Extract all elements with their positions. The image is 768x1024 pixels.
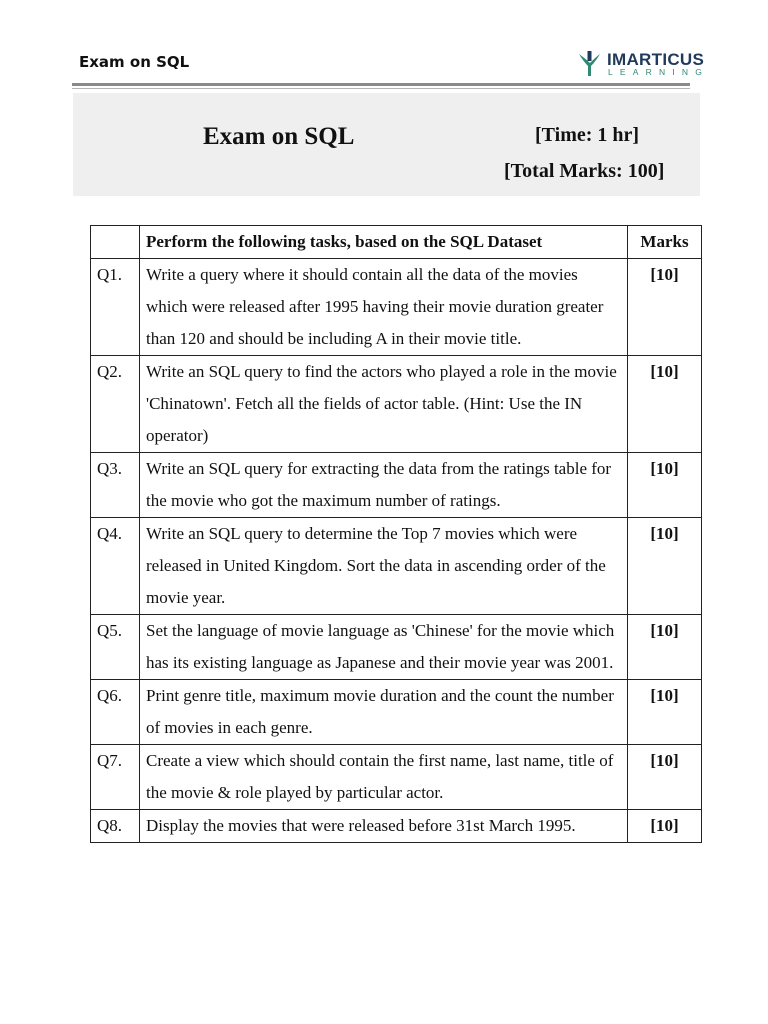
title-block	[73, 93, 700, 196]
question-marks: [10]	[628, 745, 702, 810]
total-marks: [Total Marks: 100]	[504, 160, 665, 182]
table-row	[91, 680, 702, 745]
header-cell-marks: Marks	[628, 226, 702, 259]
question-number: Q5.	[91, 615, 140, 680]
table-row	[91, 745, 702, 810]
question-text: Set the language of movie language as 'Chinese' for the movie which has its existing language as Japanese and their movie year was 2001.	[140, 615, 628, 680]
question-text: Create a view which should contain the first name, last name, title of the movie & role played by particular actor.	[140, 745, 628, 810]
header-cell-task: Perform the following tasks, based on the SQL Dataset	[140, 226, 628, 259]
page-header	[0, 0, 768, 95]
table-row	[91, 518, 702, 615]
question-marks: [10]	[628, 810, 702, 843]
question-number: Q1.	[91, 259, 140, 356]
header-title: Exam on SQL	[79, 53, 190, 71]
header-rule	[72, 83, 690, 86]
question-number: Q8.	[91, 810, 140, 843]
imarticus-logo-icon	[576, 50, 604, 80]
question-marks: [10]	[628, 615, 702, 680]
table-row	[91, 259, 702, 356]
header-rule-thin	[72, 88, 690, 89]
question-text: Write an SQL query for extracting the data from the ratings table for the movie who got the maximum number of ratings.	[140, 453, 628, 518]
question-text: Write a query where it should contain all the data of the movies which were released after 1995 having their movie duration greater than 120 and should be including A in their movie title.	[140, 259, 628, 356]
table-row	[91, 356, 702, 453]
question-marks: [10]	[628, 453, 702, 518]
question-number: Q7.	[91, 745, 140, 810]
question-marks: [10]	[628, 518, 702, 615]
question-number: Q6.	[91, 680, 140, 745]
question-marks: [10]	[628, 259, 702, 356]
question-text: Write an SQL query to find the actors who played a role in the movie 'Chinatown'. Fetch all the fields of actor table. (Hint: Use the IN operator)	[140, 356, 628, 453]
question-number: Q3.	[91, 453, 140, 518]
question-text: Print genre title, maximum movie duration and the count the number of movies in each genre.	[140, 680, 628, 745]
question-marks: [10]	[628, 356, 702, 453]
table-row	[91, 615, 702, 680]
question-marks: [10]	[628, 680, 702, 745]
question-number: Q2.	[91, 356, 140, 453]
tasks-table	[90, 225, 702, 843]
question-text: Write an SQL query to determine the Top 7 movies which were released in United Kingdom. Sort the data in ascending order of the movie year.	[140, 518, 628, 615]
table-row	[91, 810, 702, 843]
exam-title: Exam on SQL	[203, 123, 355, 150]
logo-subtitle: LEARNING	[608, 67, 710, 77]
table-header-row	[91, 226, 702, 259]
header-cell-number	[91, 226, 140, 259]
exam-time: [Time: 1 hr]	[535, 124, 640, 146]
question-number: Q4.	[91, 518, 140, 615]
imarticus-logo	[576, 50, 710, 80]
question-text: Display the movies that were released before 31st March 1995.	[140, 810, 628, 843]
logo-name: IMARTICUS	[607, 50, 705, 69]
table-row	[91, 453, 702, 518]
